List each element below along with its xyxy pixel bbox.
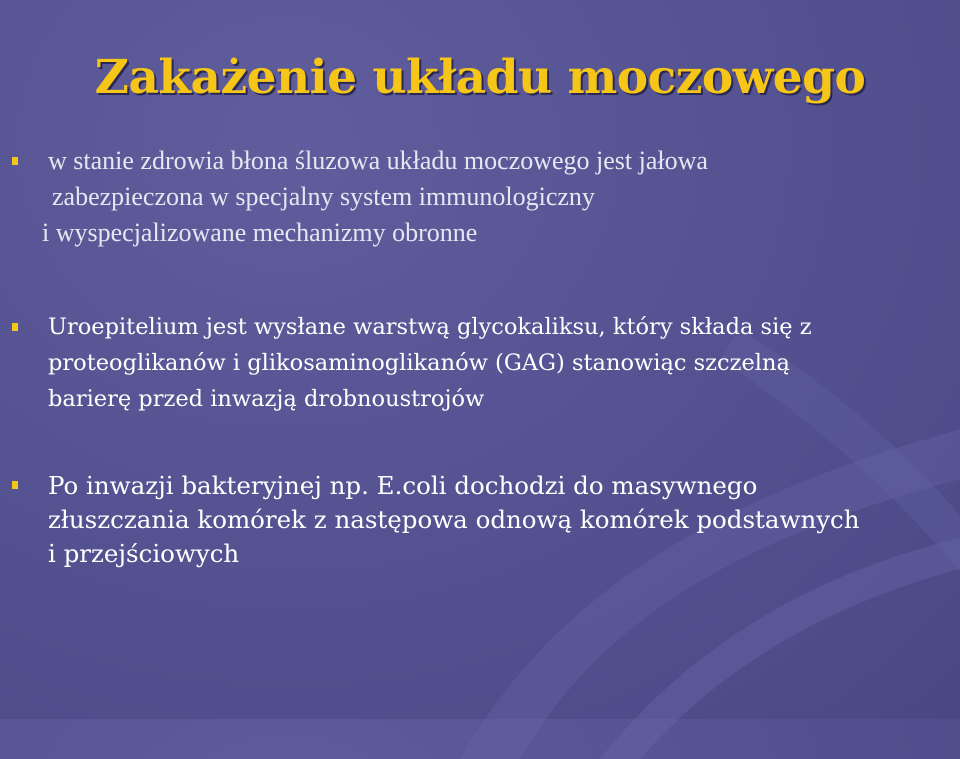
- bullet-2-line-1: Uroepitelium jest wysłane warstwą glycokaliksu, który składa się z: [48, 314, 812, 340]
- square-bullet-icon: [12, 481, 18, 489]
- square-bullet-icon: [12, 157, 18, 165]
- bullet-3-line-2: złuszczania komórek z następowa odnową komórek podstawnych: [48, 505, 860, 534]
- bullet-3-line-1: Po inwazji bakteryjnej np. E.coli dochodzi do masywnego: [48, 471, 758, 500]
- bullet-1-line-1: w stanie zdrowia błona śluzowa układu moczowego jest jałowa: [48, 146, 708, 175]
- bullet-item-3: [48, 469, 948, 571]
- bullet-item-1: [42, 143, 948, 251]
- bullet-2-line-2: proteoglikanów i glikosaminoglikanów (GAG) stanowiąc szczelną: [48, 350, 790, 376]
- square-bullet-icon: [12, 323, 18, 331]
- slide-title: Zakażenie układu moczowego: [94, 50, 866, 105]
- bullet-3-line-3: i przejściowych: [48, 539, 240, 568]
- bullet-2-line-3: barierę przed inwazją drobnoustrojów: [48, 386, 485, 412]
- bullet-1-line-3: i wyspecjalizowane mechanizmy obronne: [42, 218, 478, 247]
- bullet-item-2: [48, 309, 948, 417]
- bullet-1-line-2: zabezpieczona w specjalny system immunologiczny: [52, 182, 595, 211]
